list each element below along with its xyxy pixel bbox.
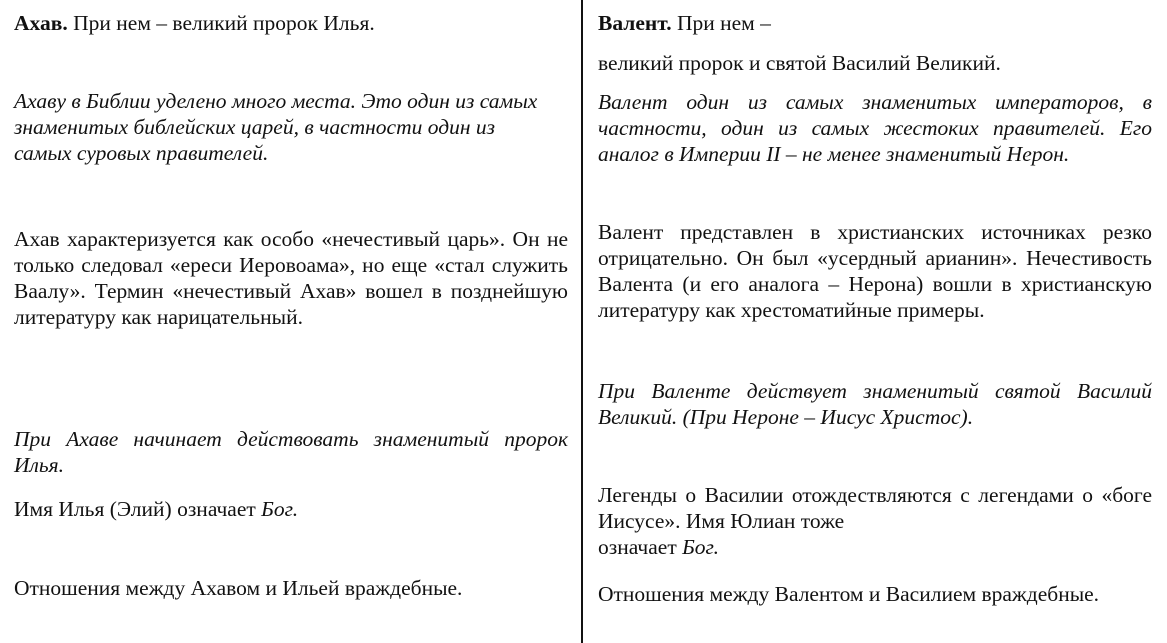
right-name-meaning-emphasis: Бог. (682, 535, 720, 559)
left-name-meaning-text: Имя Илья (Элий) означает (14, 497, 262, 521)
right-name-meaning-text: означает (598, 535, 683, 559)
left-relations-paragraph: Отношения между Ахавом и Ильей враждебные. (14, 576, 463, 600)
right-column (598, 0, 1152, 643)
left-name-meaning-paragraph (14, 496, 568, 522)
right-character-paragraph: Валент представлен в христианских источниках резко отрицательно. Он был «усердный арианин». Нечестивость Валента (и его аналога – Нерона) вошли в христианскую литературу как хрестоматийные примеры. (598, 220, 1152, 322)
left-name-meaning-emphasis: Бог. (261, 497, 299, 521)
column-divider (581, 0, 583, 643)
left-character-paragraph: Ахав характеризуется как особо «нечестивый царь». Он не только следовал «ереси Иеровоама», но еще «стал служить Ваалу». Термин «нечестивый Ахав» вошел в позднейшую литературу как нарицательный. (14, 227, 568, 329)
right-legends-paragraph: Легенды о Василии отождествляются с легендами о «боге Иисусе». Имя Юлиан тоже (598, 483, 1152, 533)
right-heading-paragraph (598, 10, 1152, 36)
right-heading-rest: При нем – (671, 11, 771, 35)
right-name-meaning-paragraph (598, 534, 1152, 560)
left-ruler-name: Ахав. (14, 11, 68, 35)
right-relations-paragraph: Отношения между Валентом и Василием враждебные. (598, 582, 1100, 606)
right-ruler-name: Валент. (598, 11, 672, 35)
left-heading-rest: При нем – великий пророк Илья. (67, 11, 375, 35)
right-saint-paragraph: При Валенте действует знаменитый святой Василий Великий. (При Нероне – Иисус Христос). (598, 379, 1152, 429)
right-heading-continuation: великий пророк и святой Василий Великий. (598, 51, 1001, 75)
left-heading-paragraph (14, 10, 568, 36)
right-emperor-paragraph: Валент один из самых знаменитых императоров, в частности, один из самых жестоких правителей. Его аналог в Империи II – не менее знаменитый Нерон. (598, 90, 1152, 166)
left-column (14, 0, 568, 643)
left-prophet-paragraph: При Ахаве начинает действовать знаменитый пророк Илья. (14, 427, 568, 477)
left-bible-paragraph: Ахаву в Библии уделено много места. Это один из самых знаменитых библейских царей, в частности один из самых суровых правителей. (14, 89, 538, 165)
